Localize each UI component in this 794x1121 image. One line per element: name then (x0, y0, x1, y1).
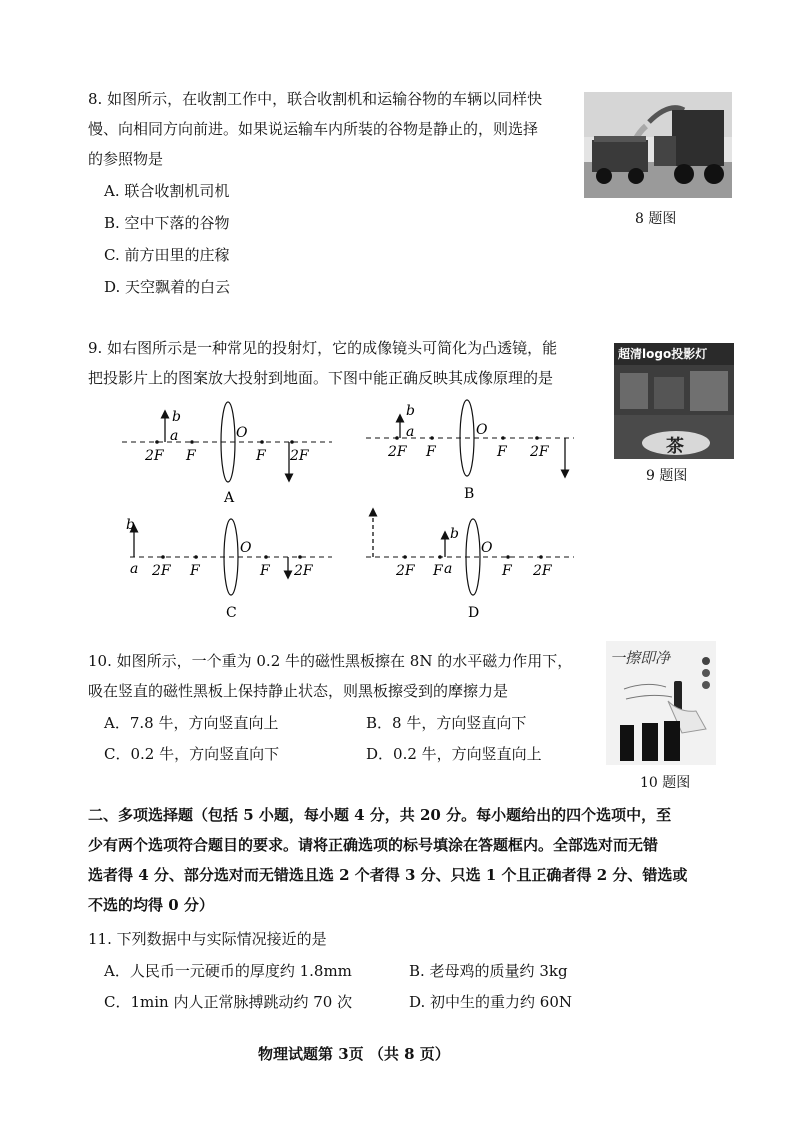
q10-option-c: C．0.2 牛，方向竖直向下 (104, 745, 280, 763)
diagram-d-label-f-left: F (433, 563, 443, 579)
diagram-c-label-2f-left: 2F (152, 563, 171, 579)
lens-diagram-a (122, 402, 332, 506)
diagram-d-label-f-right: F (502, 563, 512, 579)
q10-stem-line2: 吸在竖直的磁性黑板上保持静止状态，则黑板擦受到的摩擦力是 (88, 682, 509, 700)
diagram-b-label-f-left: F (426, 444, 436, 460)
section2-line3: 选者得 4 分、部分选对而无错选且选 2 个者得 3 分、只选 1 个且正确者得 2 分、错选或 (88, 866, 688, 884)
lens-diagram-b (366, 400, 574, 502)
q8-stem-line2: 慢、向相同方向前进。如果说运输车内所装的谷物是静止的，则选择 (88, 120, 539, 138)
eraser-photo-text: 一擦即净 (610, 649, 671, 667)
diagram-a-label-2f-left: 2F (145, 448, 164, 464)
q8-caption: 8 题图 (635, 211, 677, 227)
q10-option-a: A．7.8 牛，方向竖直向上 (104, 714, 279, 732)
diagram-d-label-a: a (444, 561, 453, 577)
diagram-d-label-b: b (450, 526, 459, 542)
diagram-d-label-2f-left: 2F (396, 563, 415, 579)
q8-stem-line1: 8. 如图所示，在收割工作中，联合收割机和运输谷物的车辆以同样快 (88, 90, 543, 108)
diagram-a-label-a: a (170, 428, 179, 444)
diagram-c-label-a: a (130, 561, 139, 577)
q10-stem-line1: 10. 如图所示，一个重为 0.2 牛的磁性黑板擦在 8N 的水平磁力作用下， (88, 652, 573, 670)
diagram-c-label-b: b (126, 517, 135, 533)
q8-option-d: D. 天空飘着的白云 (104, 278, 231, 296)
diagram-c-label-f-right: F (260, 563, 270, 579)
diagram-c-letter: C (226, 605, 237, 621)
lens-diagram-c (126, 517, 332, 621)
q9-caption: 9 题图 (646, 468, 688, 484)
q11-option-b: B. 老母鸡的质量约 3kg (409, 962, 568, 980)
diagram-a-label-f-right: F (256, 448, 266, 464)
q9-stem-line1: 9. 如右图所示是一种常见的投射灯，它的成像镜头可简化为凸透镜，能 (88, 339, 558, 357)
q10-caption: 10 题图 (640, 775, 691, 791)
diagram-a-letter: A (224, 490, 235, 506)
diagram-a-label-o: O (236, 425, 248, 441)
q11-option-d: D. 初中生的重力约 60N (409, 993, 573, 1011)
diagram-b-label-f-right: F (497, 444, 507, 460)
q10-option-d: D．0.2 牛，方向竖直向上 (366, 745, 542, 763)
diagram-b-label-o: O (476, 422, 488, 438)
section2-line4: 不选的均得 0 分） (88, 896, 214, 914)
diagram-c-label-o: O (240, 540, 252, 556)
q10-option-b: B．8 牛，方向竖直向下 (366, 714, 527, 732)
q11-option-c: C．1min 内人正常脉搏跳动约 70 次 (104, 993, 353, 1011)
projector-photo-char: 茶 (666, 436, 684, 457)
diagram-c-label-2f-right: 2F (294, 563, 313, 579)
diagram-b-label-2f-left: 2F (388, 444, 407, 460)
q9-stem-line2: 把投影片上的图案放大投射到地面。下图中能正确反映其成像原理的是 (88, 369, 554, 387)
q8-option-a: A. 联合收割机司机 (104, 182, 230, 200)
diagram-d-letter: D (468, 605, 480, 621)
diagram-a-label-f-left: F (186, 448, 196, 464)
projector-photo-title: 超清logo投影灯 (618, 347, 708, 361)
q8-option-b: B. 空中下落的谷物 (104, 214, 230, 232)
page-footer: 物理试题第 3页 （共 8 页） (258, 1045, 450, 1063)
q8-option-c: C. 前方田里的庄稼 (104, 246, 230, 264)
diagram-a-label-b: b (172, 409, 181, 425)
q11-stem: 11. 下列数据中与实际情况接近的是 (88, 930, 327, 948)
diagram-b-label-2f-right: 2F (530, 444, 549, 460)
diagram-a-label-2f-right: 2F (290, 448, 309, 464)
diagram-b-label-b: b (406, 403, 415, 419)
lens-diagram-d (366, 512, 574, 621)
q11-option-a: A．人民币一元硬币的厚度约 1.8mm (104, 962, 352, 980)
diagram-b-label-a: a (406, 424, 415, 440)
diagram-d-label-o: O (481, 540, 493, 556)
section2-line2: 少有两个选项符合题目的要求。请将正确选项的标号填涂在答题框内。全部选对而无错 (88, 836, 659, 854)
diagram-c-label-f-left: F (190, 563, 200, 579)
blackboard-eraser-photo (606, 641, 716, 765)
diagram-b-letter: B (464, 486, 475, 502)
diagram-d-label-2f-right: 2F (533, 563, 552, 579)
q8-stem-line3: 的参照物是 (88, 150, 164, 168)
section2-line1: 二、多项选择题（包括 5 小题，每小题 4 分，共 20 分。每小题给出的四个选项中，至 (88, 806, 672, 824)
